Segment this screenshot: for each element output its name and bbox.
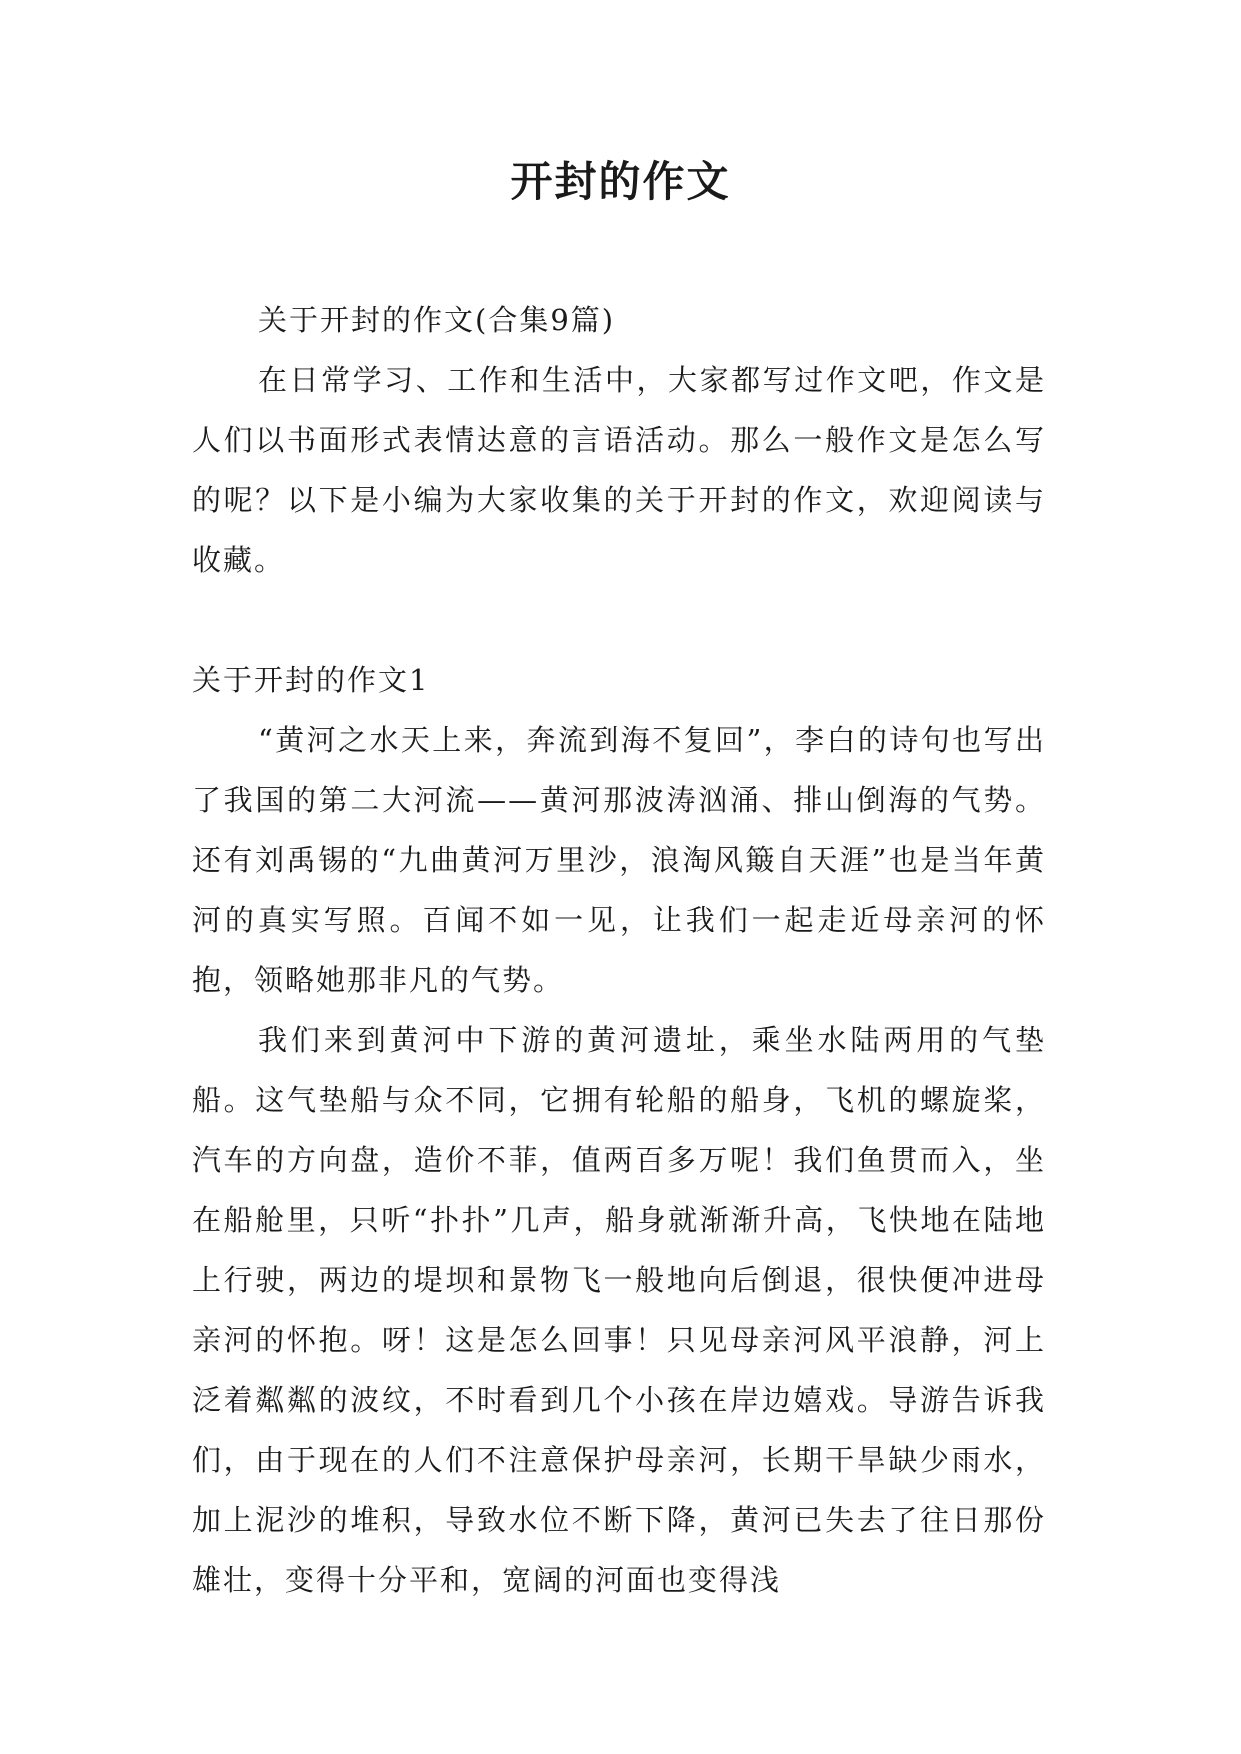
essay-heading: 关于开封的作文1 — [192, 663, 430, 697]
document-title: 开封的作文 — [510, 157, 731, 206]
intro-paragraph: 在日常学习、工作和生活中，大家都写过作文吧，作文是人们以书面形式表情达意的言语活动。那么一般作文是怎么写的呢？以下是小编为大家收集的关于开封的作文，欢迎阅读与收藏。 — [192, 363, 1046, 577]
collection-heading: 关于开封的作文(合集9篇) — [258, 303, 616, 337]
paragraph-spacer — [192, 590, 1046, 650]
essay-paragraph: “黄河之水天上来，奔流到海不复回”，李白的诗句也写出了我国的第二大河流——黄河那波涛汹涌、排山倒海的气势。还有刘禹锡的“九曲黄河万里沙，浪淘风簸自天涯”也是当年黄河的真实写照。百闻不如一见，让我们一起走近母亲河的怀抱，领略她那非凡的气势。 — [192, 723, 1046, 997]
document-body — [192, 290, 1046, 1610]
essay-paragraph: 我们来到黄河中下游的黄河遗址，乘坐水陆两用的气垫船。这气垫船与众不同，它拥有轮船的船身，飞机的螺旋桨，汽车的方向盘，造价不菲，值两百多万呢！我们鱼贯而入，坐在船舱里，只听“扑扑”几声，船身就渐渐升高，飞快地在陆地上行驶，两边的堤坝和景物飞一般地向后倒退，很快便冲进母亲河的怀抱。呀！这是怎么回事！只见母亲河风平浪静，河上泛着粼粼的波纹，不时看到几个小孩在岸边嬉戏。导游告诉我们，由于现在的人们不注意保护母亲河，长期干旱缺少雨水，加上泥沙的堆积，导致水位不断下降，黄河已失去了往日那份雄壮，变得十分平和，宽阔的河面也变得浅 — [192, 1023, 1046, 1597]
